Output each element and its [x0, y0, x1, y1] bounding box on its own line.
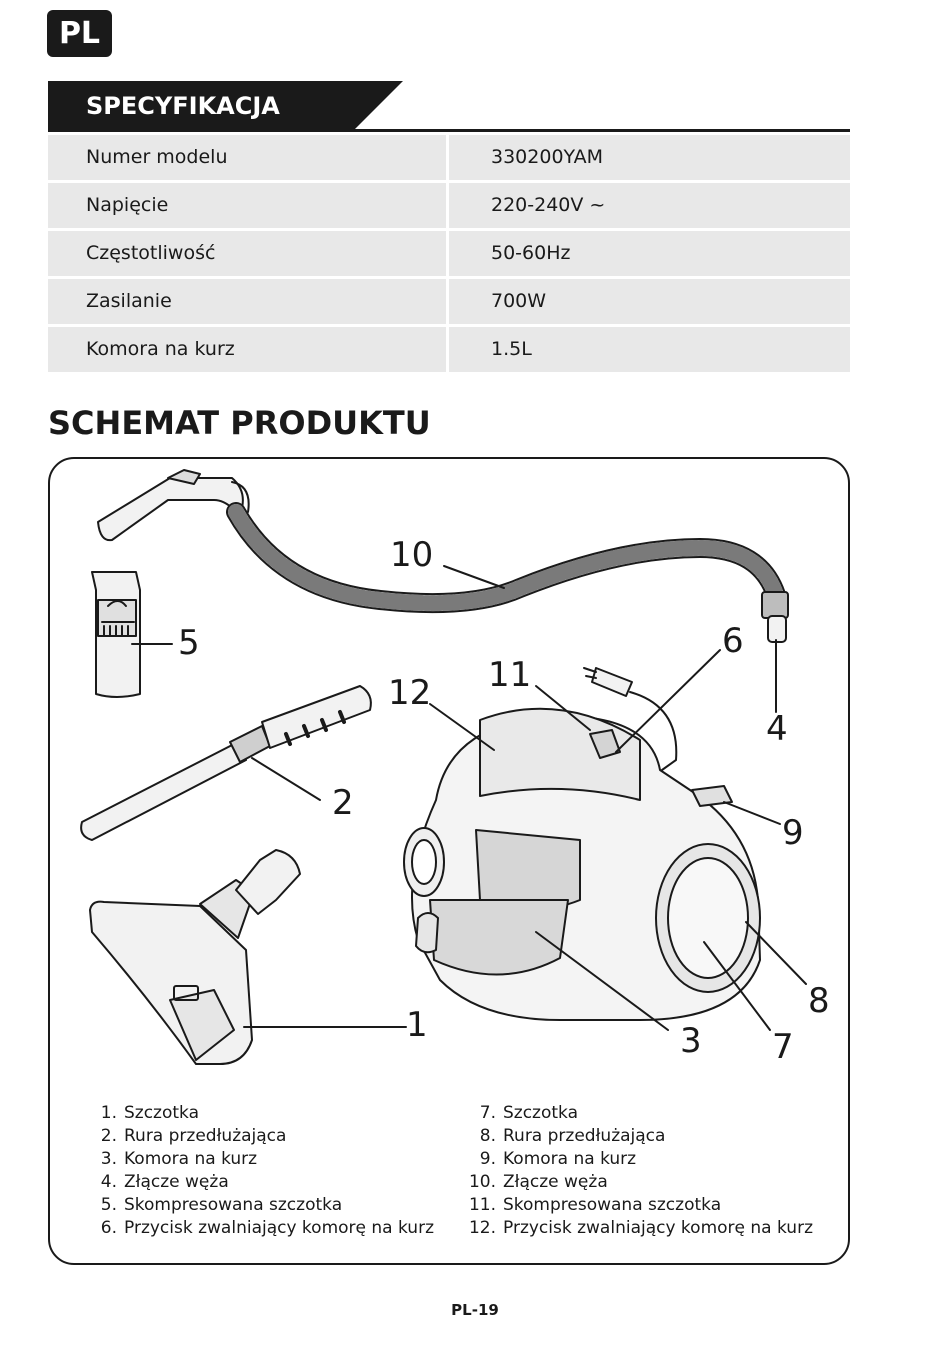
legend-label: Skompresowana szczotka — [503, 1195, 722, 1215]
legend-number: 9. — [479, 1149, 496, 1169]
legend-number: 10. — [468, 1172, 496, 1192]
callout-12: 12 — [388, 673, 432, 713]
legend-item — [466, 1148, 813, 1171]
legend-item — [466, 1102, 813, 1125]
floor-brush-icon — [90, 850, 300, 1064]
legend-number: 12. — [468, 1218, 496, 1238]
legend-number: 2. — [100, 1126, 117, 1146]
crevice-brush-icon — [92, 572, 140, 697]
vacuum-body-icon — [404, 709, 760, 1020]
legend-label: Szczotka — [503, 1103, 579, 1123]
legend-item — [100, 1171, 434, 1194]
legend-label: Rura przedłużająca — [503, 1126, 666, 1146]
page-number: PL-19 — [451, 1301, 499, 1319]
legend-label: Komora na kurz — [503, 1149, 637, 1169]
spec-name: Napięcie — [48, 183, 446, 228]
spec-name: Zasilanie — [48, 279, 446, 324]
spec-value: 1.5L — [449, 327, 850, 372]
schema-title: SCHEMAT PRODUKTU — [48, 404, 431, 442]
legend-number: 3. — [100, 1149, 117, 1169]
spec-title: SPECYFIKACJA — [48, 81, 353, 131]
spec-value: 220-240V ~ — [449, 183, 850, 228]
callout-11: 11 — [488, 655, 532, 695]
legend-number: 1. — [100, 1103, 117, 1123]
callout-8: 8 — [808, 981, 830, 1021]
legend-label: Rura przedłużająca — [124, 1126, 287, 1146]
spec-name: Numer modelu — [48, 135, 446, 180]
legend-label: Złącze węża — [503, 1172, 608, 1192]
spec-name: Komora na kurz — [48, 327, 446, 372]
legend-item — [466, 1125, 813, 1148]
hose-icon — [236, 512, 776, 603]
legend-label: Przycisk zwalniający komorę na kurz — [124, 1218, 434, 1238]
callout-10: 10 — [390, 535, 434, 575]
legend-label: Komora na kurz — [124, 1149, 258, 1169]
callout-7: 7 — [772, 1027, 794, 1067]
spec-value: 330200YAM — [449, 135, 850, 180]
callout-4: 4 — [766, 709, 788, 749]
legend-item — [466, 1217, 813, 1240]
legend-item — [100, 1194, 434, 1217]
callout-9: 9 — [782, 813, 804, 853]
spec-value: 50-60Hz — [449, 231, 850, 276]
legend-number: 7. — [479, 1103, 496, 1123]
legend-item — [100, 1125, 434, 1148]
parts-legend-right — [466, 1102, 813, 1240]
legend-number: 8. — [479, 1126, 496, 1146]
parts-legend-left — [100, 1102, 434, 1240]
legend-item — [100, 1217, 434, 1240]
legend-item — [100, 1148, 434, 1171]
extension-tube-icon — [81, 686, 371, 840]
legend-number: 6. — [100, 1218, 117, 1238]
language-badge: PL — [47, 10, 112, 57]
legend-label: Złącze węża — [124, 1172, 229, 1192]
legend-number: 11. — [468, 1195, 496, 1215]
callout-1: 1 — [406, 1005, 428, 1045]
legend-label: Skompresowana szczotka — [124, 1195, 343, 1215]
spec-value: 700W — [449, 279, 850, 324]
callout-5: 5 — [178, 623, 200, 663]
legend-item — [466, 1171, 813, 1194]
hose-connector-icon — [762, 592, 788, 642]
spec-name: Częstotliwość — [48, 231, 446, 276]
hose-handle-icon — [98, 470, 249, 540]
legend-number: 4. — [100, 1172, 117, 1192]
legend-label: Przycisk zwalniający komorę na kurz — [503, 1218, 813, 1238]
callout-2: 2 — [332, 783, 354, 823]
legend-number: 5. — [100, 1195, 117, 1215]
legend-label: Szczotka — [124, 1103, 200, 1123]
callout-3: 3 — [680, 1021, 702, 1061]
legend-item — [100, 1102, 434, 1125]
legend-item — [466, 1194, 813, 1217]
callout-6: 6 — [722, 621, 744, 661]
